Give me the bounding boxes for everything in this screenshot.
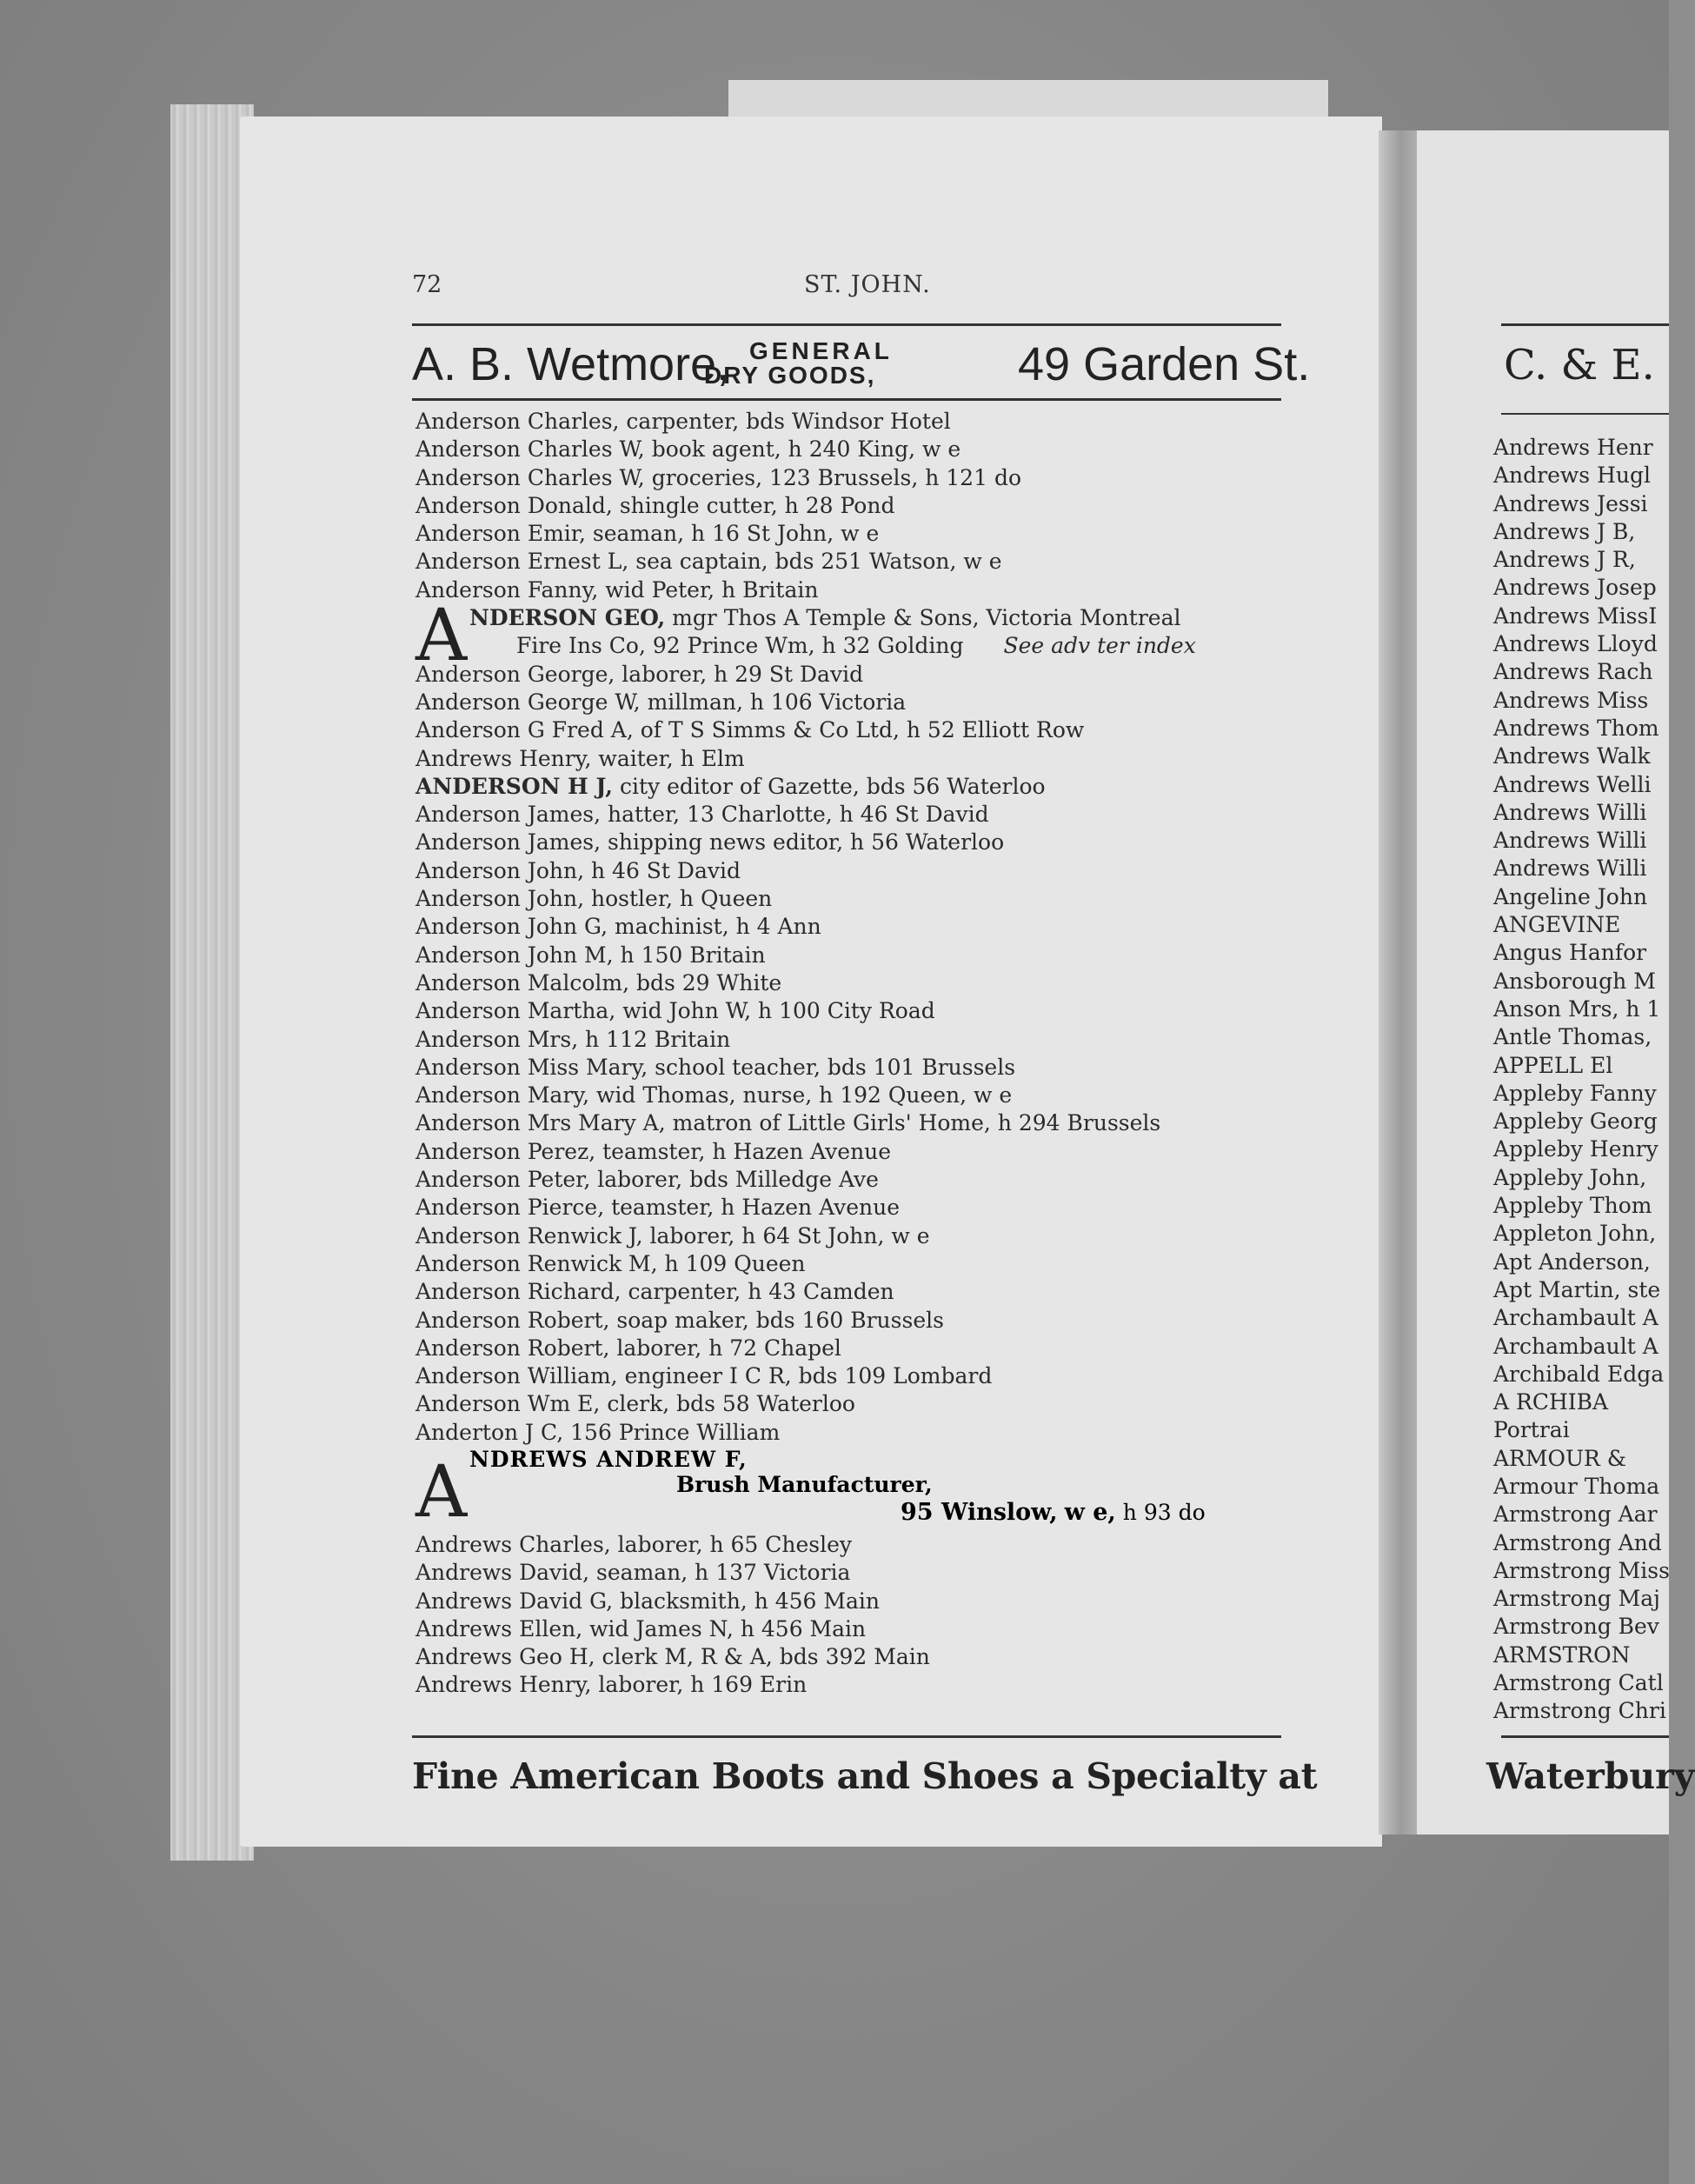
entry-andrews-andrew [415,1446,1302,1534]
directory-entry: Anderson William, engineer I C R, bds 109 Lombard [415,1363,993,1389]
right-page-entry: Apt Martin, ste [1493,1276,1661,1302]
right-page-entry: Appleby Georg [1493,1109,1658,1135]
directory-entry: Anderson James, hatter, 13 Charlotte, h 46 St David [415,802,989,828]
directory-listing [415,408,1302,1700]
right-page-entry: Armstrong Aar [1493,1502,1658,1528]
header-rule-bottom [412,398,1281,401]
binding-flap [728,80,1328,122]
directory-entry: Andrews David, seaman, h 137 Victoria [415,1560,851,1586]
entry-anderson-hj [415,773,1302,801]
entry-name-bold: ANDERSON H J, [415,773,613,799]
directory-entry: Anderson John M, h 150 Britain [415,942,766,968]
directory-entry: Anderson Robert, laborer, h 72 Chapel [415,1335,841,1361]
directory-entry: Anderson Martha, wid John W, h 100 City Road [415,998,935,1024]
right-page-entry: Andrews Henr [1493,435,1653,460]
entry-address [901,1499,1206,1526]
right-page-entry: Andrews Welli [1493,771,1652,797]
ad-address: 49 Garden St. [1018,338,1311,390]
ad-dry-goods: DRY GOODS, [704,362,876,389]
directory-entry: Anderson G Fred A, of T S Simms & Co Ltd, h 52 Elliott Row [415,717,1085,743]
footer-rule [412,1735,1281,1738]
right-page-entry: Ansborough M [1493,968,1656,994]
header-rule-top [412,323,1281,326]
right-page-entry: Armstrong Catl [1493,1670,1664,1696]
right-page-entry: Archambault A [1493,1333,1658,1359]
right-page-entry: Appleby Thom [1493,1193,1652,1219]
right-page-entry: Appleton John, [1493,1221,1657,1247]
directory-entry: Anderson Donald, shingle cutter, h 28 Pond [415,492,895,518]
right-page-entry: Armstrong Bev [1493,1614,1659,1640]
entry-address-tail: w e, [1064,1498,1116,1526]
entries-after-group [415,1531,1302,1700]
directory-entry: Anderson George W, millman, h 106 Victoria [415,689,907,715]
directory-entry: Andrews David G, blacksmith, h 456 Main [415,1588,881,1614]
right-page-entry: APPELL El [1493,1052,1613,1078]
directory-entry: Andrews Henry, laborer, h 169 Erin [415,1672,808,1698]
right-page-entry: Armstrong And [1493,1529,1662,1555]
directory-entry: Anderton J C, 156 Prince William [415,1419,781,1445]
right-page-listing [1493,434,1669,1726]
right-page-entry: Armstrong Chri [1493,1698,1666,1724]
right-page-entry: Armstrong Maj [1493,1586,1660,1612]
right-page-entry: Andrews Miss [1493,687,1649,713]
directory-entry: Anderson Mrs, h 112 Britain [415,1026,731,1052]
right-page-entry: Andrews Hugl [1493,463,1651,489]
entry-address-street: 95 Winslow, [901,1498,1058,1526]
right-page-entry: Angeline John [1493,883,1648,909]
entries-before-group [415,408,1302,604]
directory-entry: Anderson John G, machinist, h 4 Ann [415,914,821,940]
right-page-rule-mid [1501,413,1669,415]
right-page-entry: Antle Thomas, [1493,1024,1652,1050]
right-page-entry: Andrews Willi [1493,828,1647,854]
ad-merchant-name: A. B. Wetmore, [412,338,730,390]
right-page-entry: Appleby Fanny [1493,1080,1657,1106]
directory-entry: Anderson Richard, carpenter, h 43 Camden [415,1279,894,1305]
directory-entry: Anderson Pierce, teamster, h Hazen Avenue [415,1195,901,1221]
entry-line-1 [469,604,1180,632]
right-page-entry: Archambault A [1493,1305,1658,1331]
directory-entry: Anderson Perez, teamster, h Hazen Avenue [415,1138,892,1164]
right-page-entry: Appleby Henry [1493,1136,1658,1162]
entry-line-2 [516,632,1196,660]
directory-entry: Anderson Mary, wid Thomas, nurse, h 192 Queen, w e [415,1082,1013,1109]
drop-cap: A [415,595,468,678]
drop-cap: A [415,1450,468,1534]
running-head: ST. JOHN. [804,271,931,298]
right-page-entry: ARMOUR & [1493,1445,1627,1471]
entries-middle-a-group [415,661,1302,773]
entry-detail: Fire Ins Co, 92 Prince Wm, h 32 Golding [516,633,964,659]
page-number: 72 [412,271,442,298]
right-page-header: C. & E. [1504,341,1655,390]
directory-entry: Anderson Malcolm, bds 29 White [415,969,782,995]
directory-entry: Anderson Charles, carpenter, bds Windsor Hotel [415,409,951,434]
directory-entry: Anderson George, laborer, h 29 St David [415,661,864,687]
right-page-rule-bottom [1501,1735,1669,1738]
right-page-entry: Andrews Walk [1493,743,1651,769]
directory-entry: Anderson Charles W, book agent, h 240 King, w e [415,436,961,463]
right-page-entry: Andrews Jessi [1493,490,1648,516]
right-page-entry: Andrews Willi [1493,799,1647,825]
right-page-entry: Andrews J R, [1493,547,1636,573]
entry-home: h 93 do [1122,1499,1206,1525]
right-page-entry: Armstrong Miss [1493,1557,1670,1583]
entry-detail: city editor of Gazette, bds 56 Waterloo [619,773,1046,799]
directory-entry: Anderson John, h 46 St David [415,857,741,883]
right-page-entry: Andrews J B, [1493,518,1636,544]
right-page-entry: Apt Anderson, [1493,1248,1651,1275]
footer-advertisement: Fine American Boots and Shoes a Specialty at [412,1755,1318,1797]
entry-name-bold: NDERSON GEO, [469,605,666,631]
right-page-entry: Archibald Edga [1493,1361,1665,1387]
right-page-entry: Andrews Willi [1493,856,1647,882]
right-page-entry: Portrai [1493,1417,1570,1443]
right-page-entry: Andrews Lloyd [1493,631,1658,657]
right-page-entry: A RCHIBA [1493,1389,1609,1415]
right-page-entry: Andrews MissI [1493,603,1658,629]
top-advertisement [412,337,1311,390]
directory-entry: Anderson Fanny, wid Peter, h Britain [415,576,819,603]
right-page-entry: Andrews Josep [1493,575,1657,601]
directory-entry: Anderson Charles W, groceries, 123 Brussels, h 121 do [415,464,1021,490]
book-gutter [1379,130,1422,1834]
right-page-entry: Andrews Thom [1493,715,1659,741]
ad-general: GENERAL [749,337,893,364]
right-page-entry: ANGEVINE [1493,912,1621,938]
directory-entry: Anderson Miss Mary, school teacher, bds 101 Brussels [415,1054,1016,1080]
entry-trade: Brush Manufacturer, [676,1471,933,1497]
directory-entry: Anderson Peter, laborer, bds Milledge Ave [415,1167,879,1193]
directory-entry: Anderson Ernest L, sea captain, bds 251 Watson, w e [415,549,1002,575]
directory-entry: Anderson James, shipping news editor, h 56 Waterloo [415,829,1005,856]
directory-entry: Anderson John, hostler, h Queen [415,886,773,912]
right-page-entry: Andrews Rach [1493,659,1653,685]
right-page-entry: Angus Hanfor [1493,940,1647,966]
right-page-entry: Armour Thoma [1493,1473,1660,1499]
directory-entry: Anderson Wm E, clerk, bds 58 Waterloo [415,1391,855,1417]
directory-entry: Anderson Renwick J, laborer, h 64 St John, w e [415,1222,930,1248]
entries-middle-b-group [415,801,1302,1447]
right-page-entry: Appleby John, [1493,1164,1647,1190]
see-adv-note: See adv ter index [1003,633,1196,659]
directory-entry: Andrews Ellen, wid James N, h 456 Main [415,1615,867,1641]
entry-detail: mgr Thos A Temple & Sons, Victoria Montreal [672,605,1181,631]
directory-entry: Andrews Geo H, clerk M, R & A, bds 392 Main [415,1644,930,1670]
entry-name-bold: NDREWS ANDREW F, [469,1446,748,1472]
right-page-footer: Waterbury [1486,1755,1695,1797]
directory-entry: Anderson Mrs Mary A, matron of Little Girls' Home, h 294 Brussels [415,1110,1161,1136]
directory-entry: Andrews Henry, waiter, h Elm [415,745,745,771]
directory-entry: Anderson Emir, seaman, h 16 St John, w e [415,521,880,547]
directory-entry: Andrews Charles, laborer, h 65 Chesley [415,1531,853,1557]
right-page-rule-top [1501,323,1669,326]
directory-entry: Anderson Renwick M, h 109 Queen [415,1250,806,1276]
right-page-entry: Anson Mrs, h 1 [1493,995,1661,1022]
directory-entry: Anderson Robert, soap maker, bds 160 Brussels [415,1307,944,1333]
right-page-entry: ARMSTRON [1493,1641,1631,1668]
